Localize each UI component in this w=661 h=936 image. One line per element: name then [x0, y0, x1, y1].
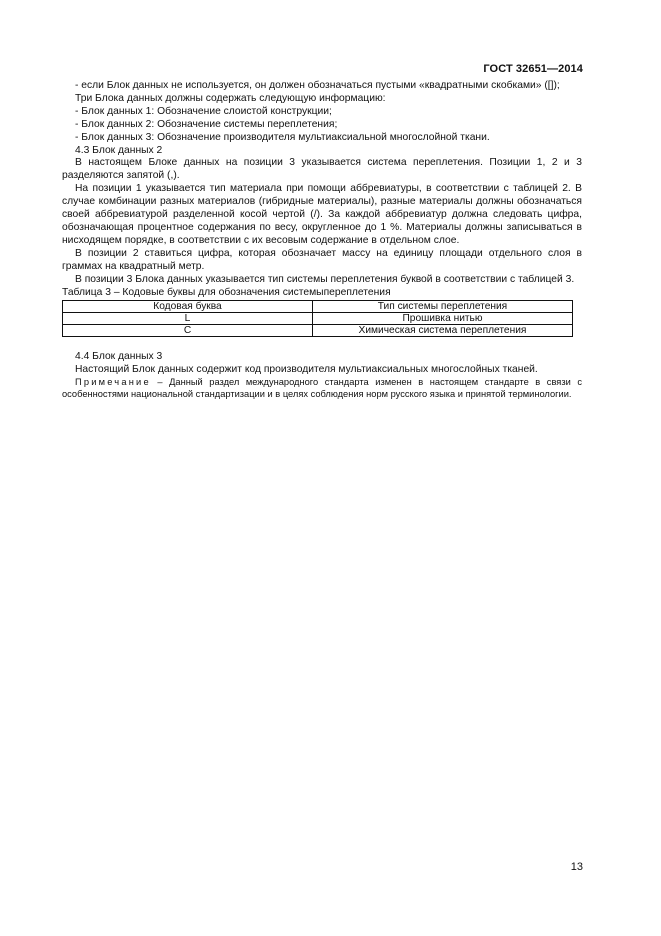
table-row [63, 325, 573, 337]
list-item-block-3: - Блок данных 3: Обозначение производителя мультиаксиальной многослойной ткани. [75, 131, 490, 143]
paragraph-position-3: В настоящем Блоке данных на позиции 3 указывается система переплетения. Позиции 1, 2 и 3 разделяются запятой (,). [62, 157, 582, 182]
paragraph-position-1: На позиции 1 указывается тип материала при помощи аббревиатуры, в соответствии с таблицей 2. В случае комбинации разных материалов (гибридные материалы), разные материалы должны обозначаться своей аббревиатурой разделенной косой чертой (/). За каждой аббревиатур должна следовать цифра, обозначающая процентное содержания по весу, округленное до 1 %. Материалы должны записываться в нисходящем порядке, в соответствии с их весовым содержание в отдельном слое. [62, 183, 582, 246]
note-text: – Данный раздел международного стандарта изменен в настоящем стандарте в связи с особенностями национальной стандартизации и в целях соблюдения норм русского языка и принятой терминологии. [62, 377, 582, 400]
table-cell: L [63, 313, 313, 325]
page-number: 13 [570, 861, 583, 873]
table-cell: C [63, 325, 313, 337]
page-content [62, 80, 582, 401]
document-code: ГОСТ 32651—2014 [483, 63, 583, 75]
table-row [63, 313, 573, 325]
paragraph-empty-block: - если Блок данных не используется, он должен обозначаться пустыми «квадратными скобками» ([]); [75, 80, 560, 91]
table-cell: Прошивка нитью [313, 313, 573, 325]
table-cell: Химическая система переплетения [313, 325, 573, 337]
section-heading-4-3: 4.3 Блок данных 2 [75, 144, 163, 156]
section-heading-4-4: 4.4 Блок данных 3 [75, 351, 163, 363]
paragraph-weave-type: В позиции 3 Блока данных указывается тип системы переплетения буквой в соответствии с таблицей 3. [75, 273, 575, 285]
list-item-block-2: - Блок данных 2: Обозначение системы переплетения; [75, 118, 338, 130]
paragraph-blocks-intro: Три Блока данных должны содержать следующую информацию: [75, 92, 386, 104]
note-label: Примечание [75, 377, 151, 388]
table-header-cell: Кодовая буква [63, 301, 313, 313]
note [62, 377, 582, 401]
code-letters-table [62, 300, 573, 337]
list-item-block-1: - Блок данных 1: Обозначение слоистой конструкции; [75, 105, 332, 117]
table-header-cell: Тип системы переплетения [313, 301, 573, 313]
paragraph-block-3: Настоящий Блок данных содержит код производителя мультиаксиальных многослойных тканей. [75, 364, 538, 376]
table-header-row [63, 301, 573, 313]
paragraph-position-2: В позиции 2 ставиться цифра, которая обозначает массу на единицу площади отдельного слоя в граммах на квадратный метр. [62, 247, 582, 272]
table-caption: Таблица 3 – Кодовые буквы для обозначения системыпереплетения [62, 286, 391, 298]
